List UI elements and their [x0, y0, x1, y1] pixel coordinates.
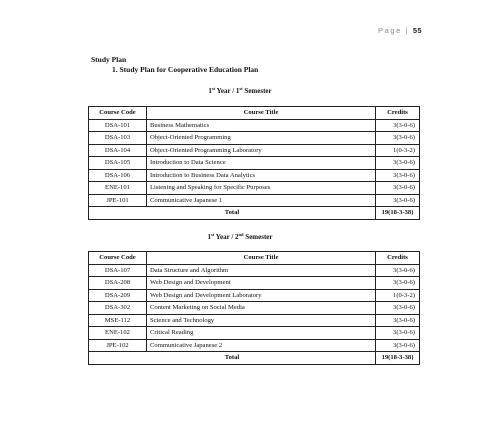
course-table: [88, 251, 420, 365]
table-row: [89, 277, 420, 290]
header-course-code: Course Code: [89, 252, 147, 265]
table-row: [89, 194, 420, 207]
semester-number: 1: [235, 87, 240, 95]
course-title: Data Structure and Algorithm: [147, 264, 376, 277]
course-title: Web Design and Development Laboratory: [147, 289, 376, 302]
course-code: DSA-103: [89, 132, 147, 145]
course-title: Introduction to Data Science: [147, 157, 376, 170]
course-title: Object-Oriented Programming Laboratory: [147, 144, 376, 157]
total-credits: 19(18-3-38): [376, 352, 420, 365]
total-credits: 19(18-3-38): [376, 207, 420, 220]
course-code: DSA-209: [89, 289, 147, 302]
header-credits: Credits: [376, 107, 420, 120]
course-code: DSA-106: [89, 169, 147, 182]
course-code: MSE-112: [89, 314, 147, 327]
year-word: Year /: [215, 87, 236, 95]
page-number: 55: [412, 26, 422, 35]
total-row: [89, 352, 420, 365]
table-row: [89, 264, 420, 277]
study-plan-heading: Study Plan: [91, 55, 127, 64]
course-code: ENE-102: [89, 327, 147, 340]
header-credits: Credits: [376, 252, 420, 265]
semester-heading: [0, 86, 480, 95]
table-row: [89, 157, 420, 170]
year-number: 1: [207, 233, 211, 241]
course-credits: 3(3-0-6): [376, 132, 420, 145]
course-title: Introduction to Business Data Analytics: [147, 169, 376, 182]
table-row: [89, 302, 420, 315]
table-row: [89, 314, 420, 327]
course-credits: 3(3-0-6): [376, 119, 420, 132]
course-code: JPE-102: [89, 339, 147, 352]
course-title: Communicative Japanese 2: [147, 339, 376, 352]
semester-word: Semester: [243, 233, 273, 241]
course-code: DSA-104: [89, 144, 147, 157]
course-title: Content Marketing on Social Media: [147, 302, 376, 315]
table-header-row: [89, 107, 420, 120]
course-title: Critical Reading: [147, 327, 376, 340]
semester-heading: [0, 232, 480, 241]
course-code: DSA-107: [89, 264, 147, 277]
table-row: [89, 169, 420, 182]
course-title: Business Mathematics: [147, 119, 376, 132]
course-code: JPE-101: [89, 194, 147, 207]
course-credits: 3(3-0-6): [376, 194, 420, 207]
course-credits: 3(3-0-6): [376, 314, 420, 327]
course-title: Web Design and Development: [147, 277, 376, 290]
course-credits: 1(0-3-2): [376, 289, 420, 302]
page-label: Page: [378, 26, 402, 35]
course-credits: 3(3-0-6): [376, 327, 420, 340]
table-row: [89, 339, 420, 352]
course-credits: 3(3-0-6): [376, 157, 420, 170]
semester-number: 2: [235, 233, 239, 241]
total-label: Total: [89, 352, 376, 365]
table-row: [89, 182, 420, 195]
course-code: ENE-101: [89, 182, 147, 195]
year-suffix: st: [211, 86, 216, 91]
header-course-title: Course Title: [147, 107, 376, 120]
course-credits: 3(3-0-6): [376, 277, 420, 290]
year-suffix: st: [210, 232, 215, 237]
semester-suffix: nd: [238, 232, 244, 237]
course-title: Communicative Japanese 1: [147, 194, 376, 207]
course-code: DSA-208: [89, 277, 147, 290]
course-credits: 3(3-0-6): [376, 339, 420, 352]
year-number: 1: [208, 87, 212, 95]
course-code: DSA-105: [89, 157, 147, 170]
table-row: [89, 144, 420, 157]
year-word: Year /: [214, 233, 236, 241]
table-row: [89, 327, 420, 340]
course-title: Science and Technology: [147, 314, 376, 327]
course-code: DSA-101: [89, 119, 147, 132]
table-header-row: [89, 252, 420, 265]
course-title: Object-Oriented Programming: [147, 132, 376, 145]
plan-title: 1. Study Plan for Cooperative Education Plan: [112, 65, 259, 74]
course-credits: 3(3-0-6): [376, 169, 420, 182]
table-row: [89, 289, 420, 302]
course-title: Listening and Speaking for Specific Purposes: [147, 182, 376, 195]
course-code: DSA-302: [89, 302, 147, 315]
course-table: [88, 106, 420, 220]
semester-word: Semester: [242, 87, 272, 95]
course-credits: 3(3-0-6): [376, 182, 420, 195]
header-course-title: Course Title: [147, 252, 376, 265]
total-label: Total: [89, 207, 376, 220]
total-row: [89, 207, 420, 220]
course-credits: 3(3-0-6): [376, 264, 420, 277]
semester-suffix: st: [239, 86, 243, 91]
table-row: [89, 119, 420, 132]
header-course-code: Course Code: [89, 107, 147, 120]
course-credits: 3(3-0-6): [376, 302, 420, 315]
page-separator: |: [405, 26, 413, 35]
page-header: [378, 26, 422, 35]
course-credits: 1(0-3-2): [376, 144, 420, 157]
table-row: [89, 132, 420, 145]
